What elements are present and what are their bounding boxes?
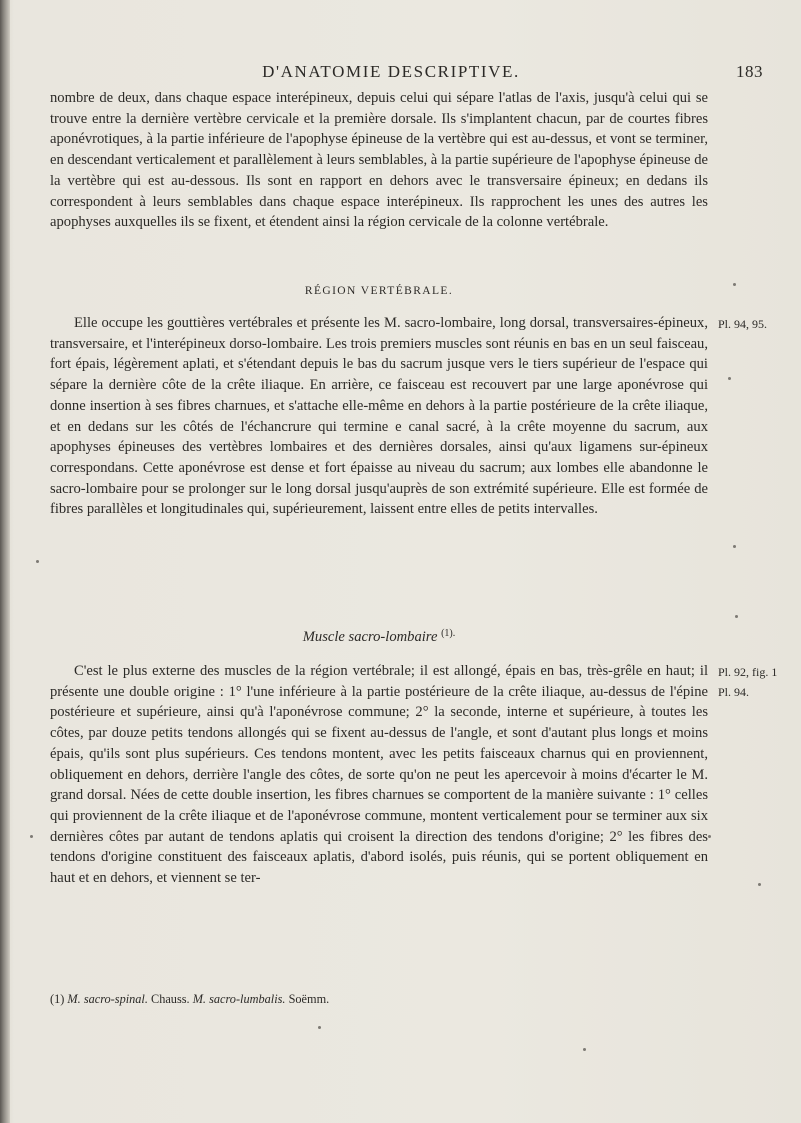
paragraph-1	[50, 88, 708, 233]
footnote	[50, 992, 708, 1007]
muscle-subheading	[50, 628, 708, 646]
margin-note-plate-2: Pl. 92, fig. 1	[718, 665, 778, 679]
margin-note-plate-1: Pl. 94, 95.	[718, 317, 768, 331]
paragraph-3	[50, 661, 708, 889]
footnote-marker: (1)	[50, 992, 65, 1006]
paper-speck	[733, 283, 736, 286]
paper-speck	[583, 1048, 586, 1051]
paper-speck	[708, 835, 711, 838]
paragraph-2	[50, 313, 708, 520]
footnote-italic-2: M. sacro-lumbalis.	[192, 992, 286, 1006]
paper-speck	[318, 1026, 321, 1029]
paper-speck	[733, 545, 736, 548]
footnote-plain-2: Soëmm.	[288, 992, 330, 1006]
paper-speck	[36, 560, 39, 563]
margin-note-plate-3: Pl. 94.	[718, 685, 750, 699]
paragraph-2-text: Elle occupe les gouttières vertébrales et présente les M. sacro-lombaire, long dorsal, transversaires-épineux, transversaire, et l'interépineux dorso-lombaire. Les trois premiers muscles sont réunis en bas en un seul faisceau, fort épais, légèrement aplati, et s'étendant depuis le bas du sacrum jusque vers le tiers supérieur de l'espace qui sépare la dernière côte de la crête iliaque. En arrière, ce faisceau est recouvert par une large aponévrose qui donne insertion à ses fibres charnues, et s'attache elle-même en dehors à la partie postérieure de la crête iliaque, et en dedans sur les côtés de l'échancrure qui termine e canal sacré, à la crête moyenne du sacrum, aux apophyses épineuses des vertèbres lombaires et des dernières dorsales, ainsi qu'aux ligamens sur-épineux correspondans. Cette aponévrose est dense et fort épaisse au niveau du sacrum; aux lombes elle abandonne le sacro-lombaire pour se prolonger sur le long dorsal jusqu'auprès de son extrémité supérieure. Elle est formée de fibres parallèles et longitudinales qui, supérieurement, laissent entre elles de petits intervalles.	[50, 315, 708, 518]
paper-speck	[758, 883, 761, 886]
page-number: 183	[736, 62, 763, 81]
paper-speck	[728, 377, 731, 380]
footnote-plain-1: Chauss.	[151, 992, 190, 1006]
footnote-italic-1: M. sacro-spinal.	[67, 992, 148, 1006]
footnote-reference: (1).	[441, 628, 456, 639]
paragraph-3-text: C'est le plus externe des muscles de la région vertébrale; il est allongé, épais en bas, très-grêle en haut; il présente une double origine : 1° l'une inférieure à la partie postérieure de la crête iliaque, au-dessus de l'épine postérieure et supérieure, ainsi qu'à l'aponévrose commune; 2° la seconde, interne et supérieure, à toutes les côtes, par douze petits tendons allongés qui se fixent au-dessus de l'angle, et sont d'autant plus longs et moins épais, qu'ils sont plus supérieurs. Ces tendons montent, avec les petits faisceaux charnus qui en proviennent, obliquement en dehors, derrière l'angle des côtes, de sorte qu'on ne peut les apercevoir à moins d'écarter le M. grand dorsal. Nées de cette double insertion, les fibres charnues se comportent de la manière suivante : 1° celles qui proviennent de la crête iliaque et de l'aponévrose commune, montent verticalement pour se terminer aux six dernières côtes par autant de tendons aplatis qui croisent la direction des tendons d'origine; 2° les fibres des tendons d'origine constituent des faisceaux aplatis, d'abord isolés, puis réunis, qui se portent obliquement en haut et en dehors, et viennent se ter-	[50, 663, 708, 887]
paper-speck	[30, 835, 33, 838]
section-title: RÉGION VERTÉBRALE.	[304, 285, 454, 297]
paragraph-1-text: nombre de deux, dans chaque espace interépineux, depuis celui qui sépare l'atlas de l'axis, jusqu'à celui qui se trouve entre la dernière vertèbre cervicale et la première dorsale. Ils s'implantent chacun, par de courtes fibres aponévrotiques, à la partie inférieure de l'apophyse épineuse de la vertèbre qui est au-dessus, et vont se terminer, en descendant verticalement et parallèlement à leurs semblables, à la partie supérieure de l'apophyse épineuse de la vertèbre qui est au-dessous. Ils sont en rapport en dehors avec le transversaire épineux; en dedans ils correspondent à leurs semblables dans chaque espace interépineux. Ils rapprochent les unes des autres les apophyses auxquelles ils se fixent, et étendent ainsi la région cervicale de la colonne vertébrale.	[50, 90, 708, 231]
running-head: D'ANATOMIE DESCRIPTIVE.	[262, 62, 520, 81]
paper-speck	[735, 615, 738, 618]
subheading-text: Muscle sacro-lombaire	[302, 629, 438, 645]
book-spine-shadow	[0, 0, 10, 1123]
